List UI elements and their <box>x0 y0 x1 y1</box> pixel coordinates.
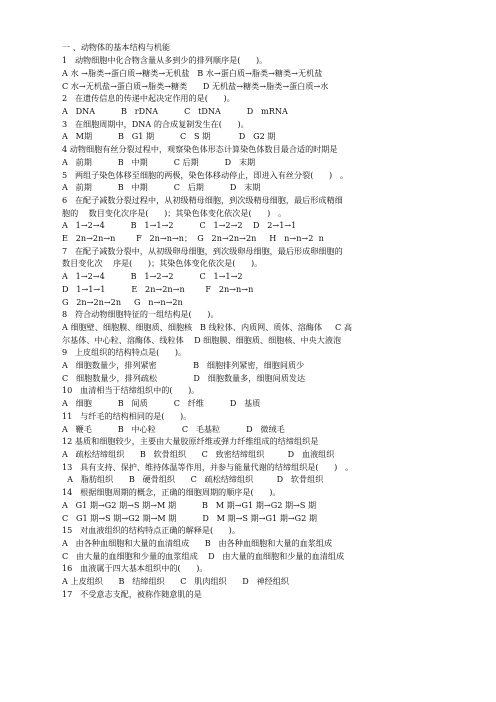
question-8: 8 符合动物细胞特征的一组结构是( )。 <box>62 309 219 320</box>
question-10-options: A 细胞 B 间质 C 纤维 D 基质 <box>62 398 261 409</box>
section-heading: 一 、动物体的基本结构与机能 <box>62 42 171 52</box>
question-14: 14 根据细胞周期的概念，正确的细胞周期的顺序是( )。 <box>62 487 281 498</box>
question-17: 17 不受意志支配，被称作随意肌的是 <box>62 588 202 599</box>
question-1: 1 动物细胞中化合物含量从多到少的排列顺序是( )。 <box>62 55 268 66</box>
question-7-options-g: G 2n→2n→2n G n→n→2n <box>62 296 183 307</box>
question-16: 16 血液属于四大基本组织中的( )。 <box>62 563 208 574</box>
question-6-continued: 胞的 数目变化次序是( )；其染色体变化依次是( ) 。 <box>62 207 287 218</box>
question-3-options: A M期 B G1 期 C S 期 D G2 期 <box>62 131 276 142</box>
question-15-options-cd: C 由大量的血细胞和少量的血浆组成 D 由大量的血细胞和少量的血清组成 <box>62 550 345 561</box>
question-5-options: A 前期 B 中期 C 后期 D 末期 <box>62 182 261 193</box>
question-12: 12 基质和细胞较少，主要由大量胶原纤维或弹力纤维组成的结缔组织是 <box>62 436 319 447</box>
question-13-options: A 脂肪组织 B 硬骨组织 C 疏松结缔组织 D 软骨组织 <box>62 474 324 485</box>
question-9-options-cd: C 细胞数量少，排列疏松 D 细胞数量多，细胞间质发达 <box>62 372 306 383</box>
question-16-options: A 上皮组织 B 结缔组织 C 肌肉组织 D 神经组织 <box>62 576 289 587</box>
question-8-options-ab: A 细胞壁、细胞膜、细胞质、细胞核 B 线粒体、内质网、质体、溶酶体 C 高 <box>62 321 352 332</box>
question-11: 11 与纤毛的结构相同的是( )。 <box>62 410 192 421</box>
question-2: 2 在遗传信息的传递中起决定作用的是( )。 <box>62 93 235 104</box>
question-8-options-cd: 尔基体、中心粒、溶酶体、线粒体 D 细胞膜、细胞质、细胞核、中央大液泡 <box>62 334 342 345</box>
question-4: 4 动物细胞有丝分裂过程中，观察染色体形态计算染色体数目最合适的时期是 <box>62 144 338 155</box>
question-11-options: A 鞭毛 B 中心粒 C 毛基粒 D 微绒毛 <box>62 423 285 434</box>
question-13: 13 具有支持、保护、维持体温等作用，并参与能量代谢的结缔组织是( ) 。 <box>62 461 354 472</box>
question-4-options: A 前期 B 中期 C 后期 D 末期 <box>62 156 256 167</box>
question-9: 9 上皮组织的结构特点是( )。 <box>62 347 187 358</box>
question-1-options-cd: C 水→无机盐→蛋白质→脂类→糖类 D 无机盐→糖类→脂类→蛋白质→水 <box>62 80 329 91</box>
question-12-options: A 疏松结缔组织 B 软骨组织 C 致密结缔组织 D 血液组织 <box>62 449 335 459</box>
question-2-options: A DNA B rDNA C tDNA D mRNA <box>62 106 288 117</box>
question-6-options-a-d: A 1→2→4 B 1→1→2 C 1→2→2 D 2→1→1 <box>62 220 297 231</box>
question-14-options-cd: C G1 期→S 期→G2 期→M 期 D M 期→S 期→G1 期→G2 期 <box>62 512 318 523</box>
question-9-options-ab: A 细胞数量少，排列紧密 B 细胞排列紧密，细胞间质少 <box>62 360 305 371</box>
question-15-options-ab: A 由各种血细胞和大量的血清组成 B 由各种血细胞和大量的血浆组成 <box>62 537 333 548</box>
question-1-options-ab: A 水 →脂类→蛋白质→糖类→无机盐 B 水→蛋白质→脂类→糖类→无机盐 <box>62 67 323 78</box>
question-15: 15 对血液组织的结构特点正确的解释是( )。 <box>62 525 240 536</box>
question-14-options-ab: A G1 期→G2 期→S 期→M 期 B M 期→G1 期→G2 期→S 期 <box>62 499 317 510</box>
question-5: 5 两组子染色体移至细胞的两极，染色体移动停止，即进入有丝分裂( ) 。 <box>62 169 349 180</box>
question-6-options-e-h: E 2n→2n→n F 2n→n→n； G 2n→2n→2n H n→n→2 n <box>62 233 324 244</box>
question-7-options-a-c: A 1→2→4 B 1→2→2 C 1→1→2 <box>62 271 243 282</box>
question-10: 10 血清相当于结缔组织中的( )。 <box>62 385 200 396</box>
question-6: 6 在配子减数分裂过程中，从初级精母细胞，到次级精母细胞，最后形成精细 <box>62 194 343 205</box>
question-7-options-d-f: D 1→1→1 E 2n→2n→n F 2n→n→n <box>62 283 254 294</box>
question-7-continued: 数目变化次 序是( )；其染色体变化依次是( )。 <box>62 258 263 269</box>
question-3: 3 在细胞周期中，DNA 的合成复制发生在( )。 <box>62 118 249 129</box>
question-7: 7 在配子减数分裂中，从初级卵母细胞，到次级卵母细胞，最后形成卵细胞的 <box>62 245 343 256</box>
